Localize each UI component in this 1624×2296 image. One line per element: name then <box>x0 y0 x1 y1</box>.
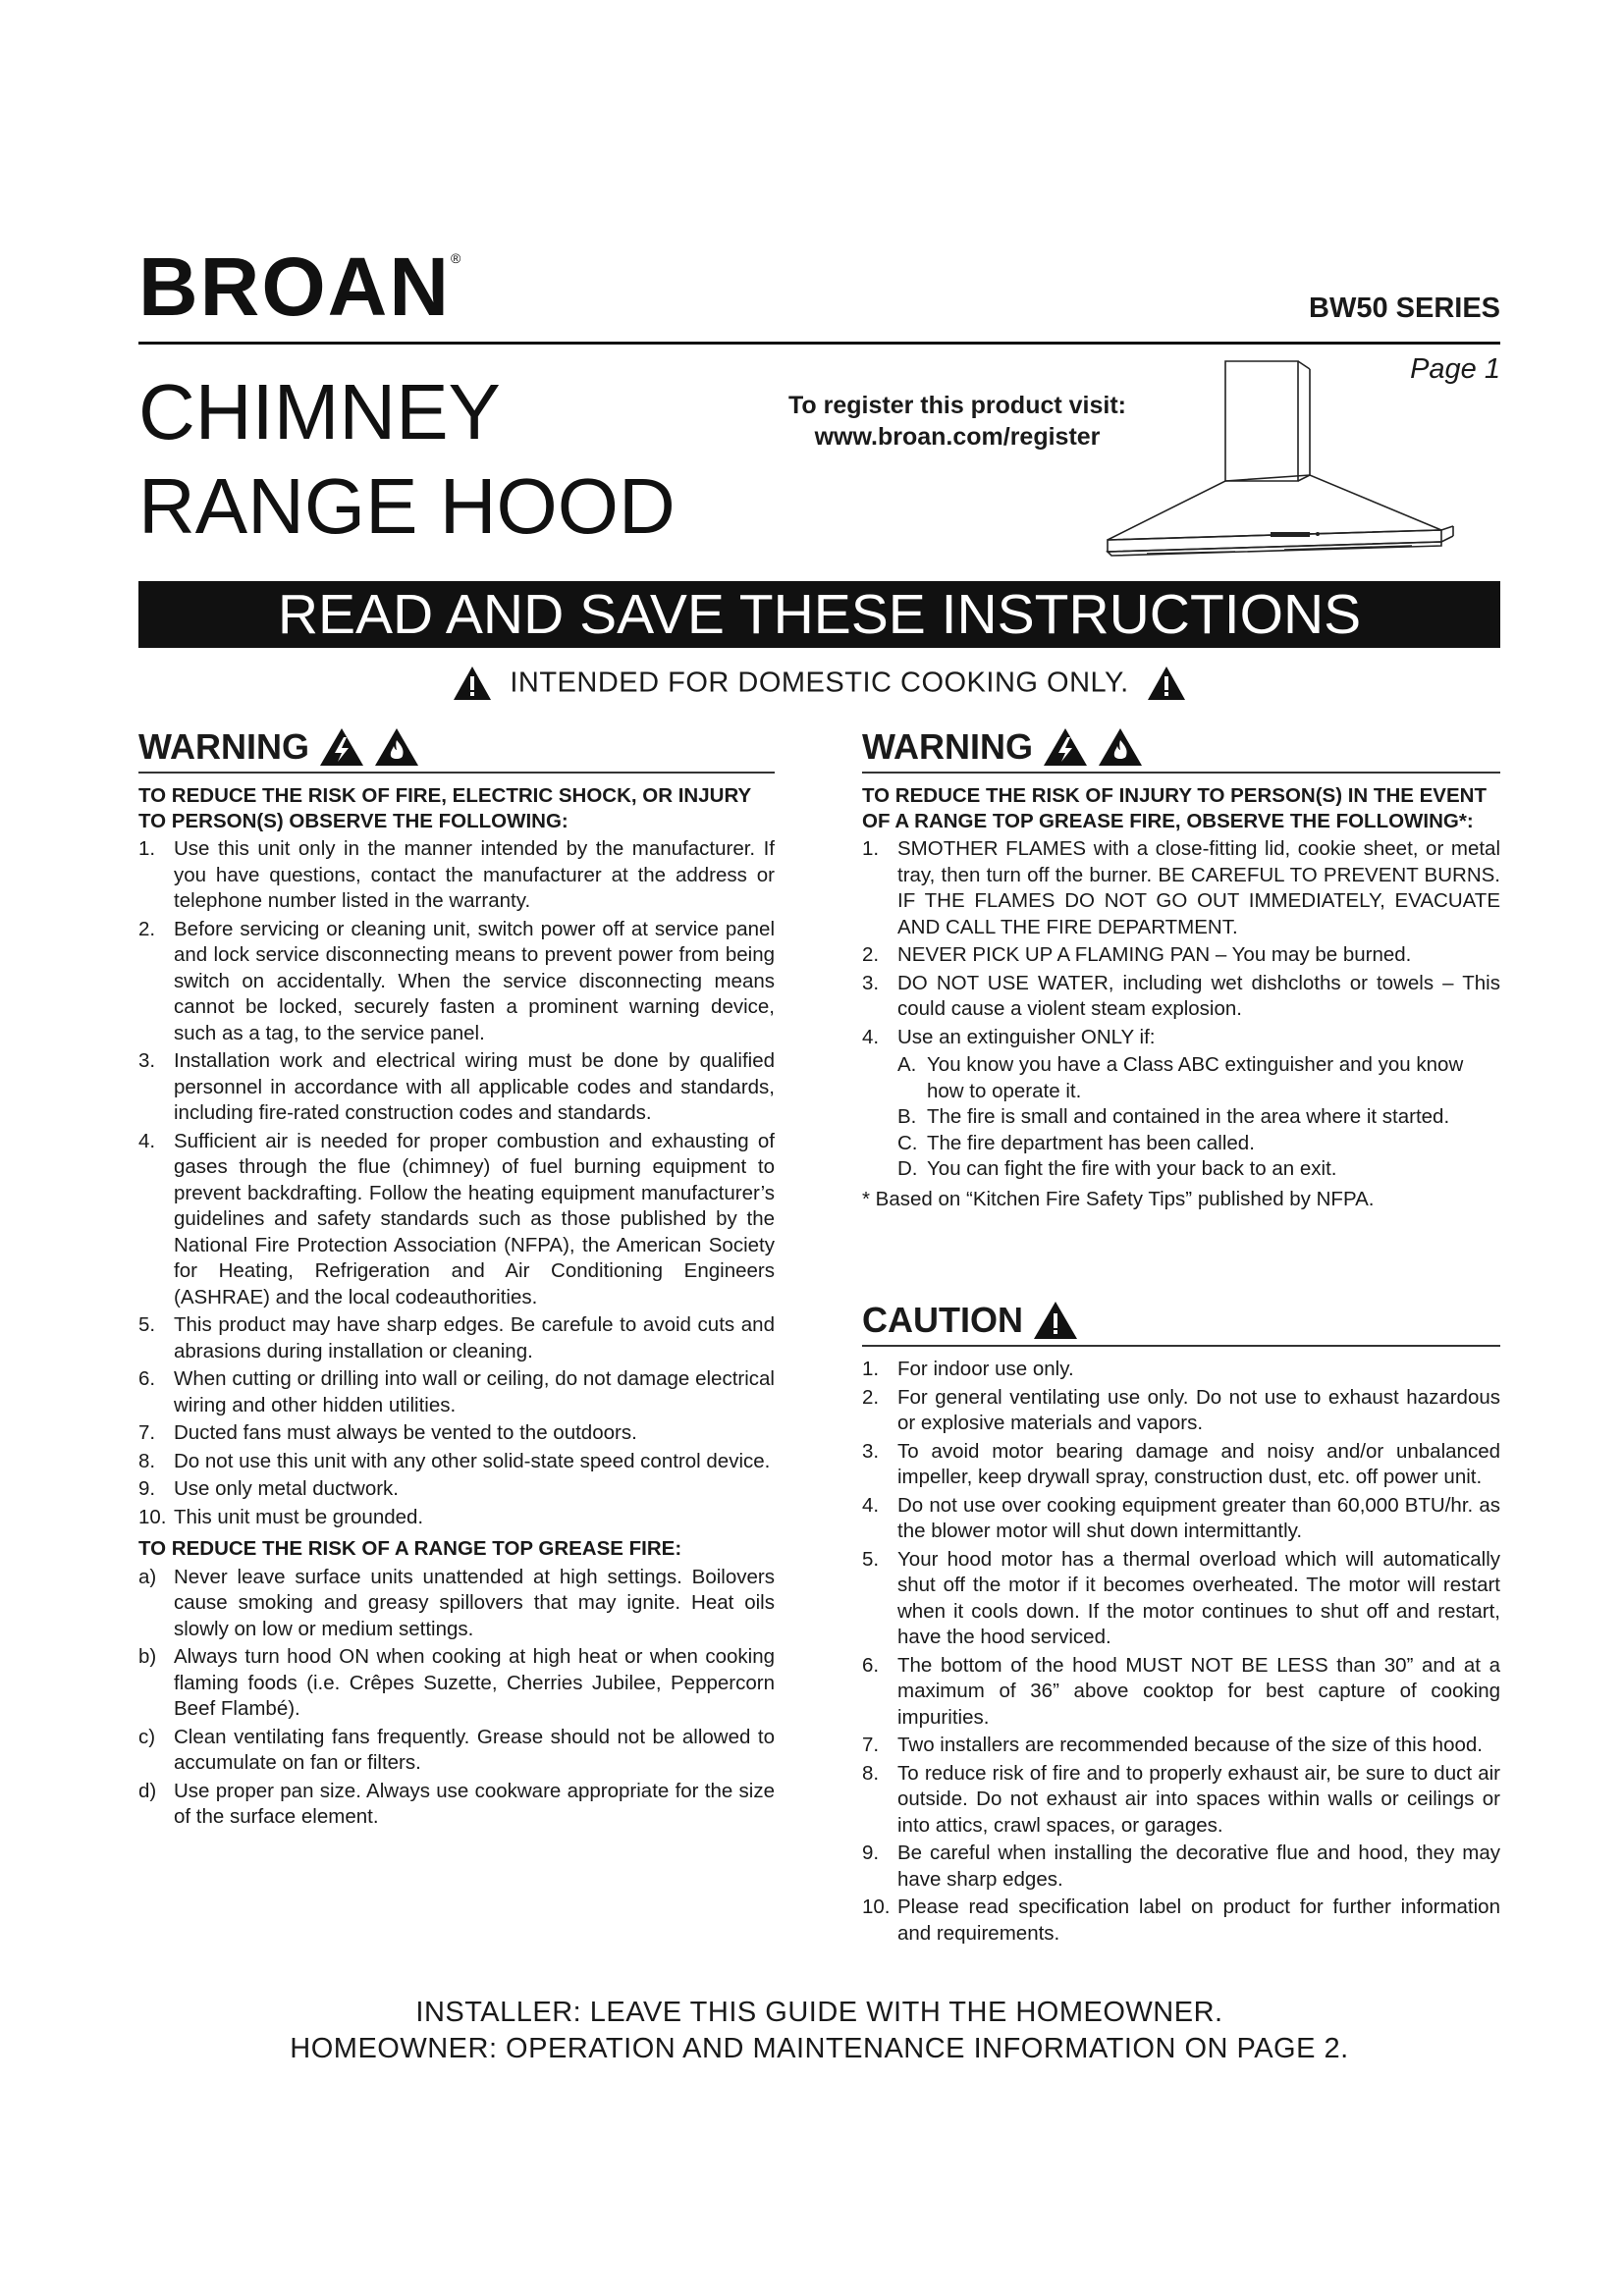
fire-icon <box>374 727 419 767</box>
nfpa-footnote: * Based on “Kitchen Fire Safety Tips” published by NFPA. <box>862 1187 1375 1210</box>
list-item: a) Never leave surface units unattended at high settings. Boilovers cause smoking and greasy spillovers that may ignite. Heat oils slowly on low or medium settings. <box>138 1565 775 1640</box>
right-warning-intro: TO REDUCE THE RISK OF INJURY TO PERSON(S) IN THE EVENT OF A RANGE TOP GREASE FIRE, OBSERVE THE FOLLOWING*: <box>862 784 1487 832</box>
list-item: 8. Do not use this unit with any other solid-state speed control device. <box>138 1449 771 1472</box>
caution-heading <box>862 1298 1500 1347</box>
register-line-1: To register this product visit: <box>787 392 1127 419</box>
right-warning-list <box>862 836 1500 1050</box>
list-item: 6. The bottom of the hood MUST NOT BE LESS than 30” and at a maximum of 36” above cooktop for best capture of cooking impurities. <box>862 1653 1500 1729</box>
left-warning-heading <box>138 724 775 774</box>
list-item: 9. Use only metal ductwork. <box>138 1477 400 1500</box>
range-hood-illustration <box>1088 359 1500 565</box>
list-item: 1. SMOTHER FLAMES with a close-fitting lid, cookie sheet, or metal tray, then turn off the burner. BE CAREFUL TO PREVENT BURNS. IF THE FLAMES DO NOT GO OUT IMMEDIATELY, EVACUATE AND CALL THE FIRE DEPARTMENT. <box>862 837 1500 938</box>
electric-shock-icon <box>319 727 364 767</box>
list-item: 4. Do not use over cooking equipment greater than 60,000 BTU/hr. as the blower motor will shut down intermittantly. <box>862 1493 1500 1542</box>
caution-list <box>862 1357 1500 1947</box>
list-item: 7. Ducted fans must always be vented to the outdoors. <box>138 1421 637 1444</box>
left-warning-section <box>138 724 775 1833</box>
list-item: 2. NEVER PICK UP A FLAMING PAN – You may be burned. <box>862 943 1412 966</box>
right-warning-heading <box>862 724 1500 774</box>
list-item: D. You can fight the fire with your back to an exit. <box>897 1157 1337 1180</box>
list-item: 9. Be careful when installing the decorative flue and hood, they may have sharp edges. <box>862 1842 1500 1891</box>
electric-shock-icon <box>1043 727 1088 767</box>
list-item: C. The fire department has been called. <box>897 1131 1255 1154</box>
list-item: 1. For indoor use only. <box>862 1358 1074 1380</box>
list-item: d) Use proper pan size. Always use cookware appropriate for the size of the surface element. <box>138 1779 775 1828</box>
list-item: 10. Please read specification label on product for further information and requirements. <box>862 1896 1500 1945</box>
caution-title: CAUTION <box>862 1299 1023 1340</box>
title-line-2: RANGE HOOD <box>138 462 676 550</box>
right-warning-section <box>862 724 1500 1212</box>
warning-triangle-icon <box>453 666 492 701</box>
list-item: 3. Installation work and electrical wiring must be done by qualified personnel in accordance with all applicable codes and standards, including fire-rated construction codes and standards. <box>138 1049 775 1124</box>
installer-note: INSTALLER: LEAVE THIS GUIDE WITH THE HOMEOWNER. <box>415 1997 1223 2028</box>
series-label: BW50 SERIES <box>1309 293 1500 324</box>
list-item: b) Always turn hood ON when cooking at high heat or when cooking flaming foods (i.e. Crêpes Suzette, Cherries Jubilee, Peppercorn Beef Flambé). <box>138 1645 775 1720</box>
warning-triangle-icon <box>1033 1301 1078 1340</box>
extinguisher-conditions-list <box>897 1052 1500 1183</box>
title-line-1: CHIMNEY <box>138 368 501 455</box>
left-warning-intro: TO REDUCE THE RISK OF FIRE, ELECTRIC SHOCK, OR INJURY TO PERSON(S) OBSERVE THE FOLLOWING: <box>138 784 751 832</box>
domestic-use-text: INTENDED FOR DOMESTIC COOKING ONLY. <box>510 667 1129 699</box>
list-item: A. You know you have a Class ABC extinguisher and you know how to operate it. <box>897 1053 1464 1102</box>
header-rule <box>138 342 1500 345</box>
list-item: 5. Your hood motor has a thermal overload which will automatically shut off the motor if it becomes overheated. The motor will restart when it cools down. If the motor continues to shut off and restart, have the hood serviced. <box>862 1547 1500 1648</box>
warning-triangle-icon <box>1147 666 1186 701</box>
page-number: Page 1 <box>1410 353 1500 385</box>
list-item: 4. Use an extinguisher ONLY if: <box>862 1025 1156 1048</box>
warning-title: WARNING <box>862 725 1033 767</box>
read-save-banner: READ AND SAVE THESE INSTRUCTIONS <box>138 581 1500 648</box>
left-warning-list <box>138 836 775 1530</box>
warning-title: WARNING <box>138 725 309 767</box>
list-item: 3. DO NOT USE WATER, including wet dishcloths or towels – This could cause a violent steam explosion. <box>862 971 1500 1020</box>
register-url: www.broan.com/register <box>814 423 1101 451</box>
grease-fire-heading: TO REDUCE THE RISK OF A RANGE TOP GREASE FIRE: <box>138 1537 682 1560</box>
list-item: 2. Before servicing or cleaning unit, switch power off at service panel and lock service disconnecting means to prevent power from being switch on accidentally. When the service disconnecting means cannot be locked, securely fasten a prominent warning device, such as a tag, to the service panel. <box>138 917 775 1044</box>
domestic-use-notice <box>138 666 1500 701</box>
grease-fire-list <box>138 1565 775 1831</box>
list-item: 10. This unit must be grounded. <box>138 1505 424 1528</box>
list-item: 5. This product may have sharp edges. Be carefule to avoid cuts and abrasions during installation or cleaning. <box>138 1313 775 1362</box>
fire-icon <box>1098 727 1143 767</box>
list-item: c) Clean ventilating fans frequently. Grease should not be allowed to accumulate on fan or filters. <box>138 1725 775 1774</box>
brand-logo: BROAN® <box>138 240 463 333</box>
homeowner-note: HOMEOWNER: OPERATION AND MAINTENANCE INFORMATION ON PAGE 2. <box>290 2033 1349 2064</box>
list-item: 2. For general ventilating use only. Do not use to exhaust hazardous or explosive materials and vapors. <box>862 1385 1500 1434</box>
list-item: 4. Sufficient air is needed for proper combustion and exhausting of gases through the flue (chimney) of fuel burning equipment to prevent backdrafting. Follow the heating equipment manufacturer’s guidelines and safety standards such as those published by the National Fire Protection Association (NFPA), the American Society for Heating, Refrigeration and Air Conditioning Engineers (ASHRAE) and the local codeauthorities. <box>138 1129 775 1308</box>
list-item: 1. Use this unit only in the manner intended by the manufacturer. If you have questions, contact the manufacturer at the address or telephone number listed in the warranty. <box>138 837 775 912</box>
list-item: B. The fire is small and contained in the area where it started. <box>897 1105 1450 1128</box>
caution-section <box>862 1298 1500 1949</box>
list-item: 8. To reduce risk of fire and to properly exhaust air, be sure to duct air outside. Do not exhaust air into spaces within walls or ceilings or into attics, crawl spaces, or garages. <box>862 1761 1500 1837</box>
page-title <box>138 365 676 554</box>
list-item: 3. To avoid motor bearing damage and noisy and/or unbalanced impeller, keep drywall spray, construction dust, etc. off power unit. <box>862 1439 1500 1488</box>
list-item: 6. When cutting or drilling into wall or ceiling, do not damage electrical wiring and other hidden utilities. <box>138 1367 775 1416</box>
list-item: 7. Two installers are recommended because of the size of this hood. <box>862 1734 1483 1756</box>
